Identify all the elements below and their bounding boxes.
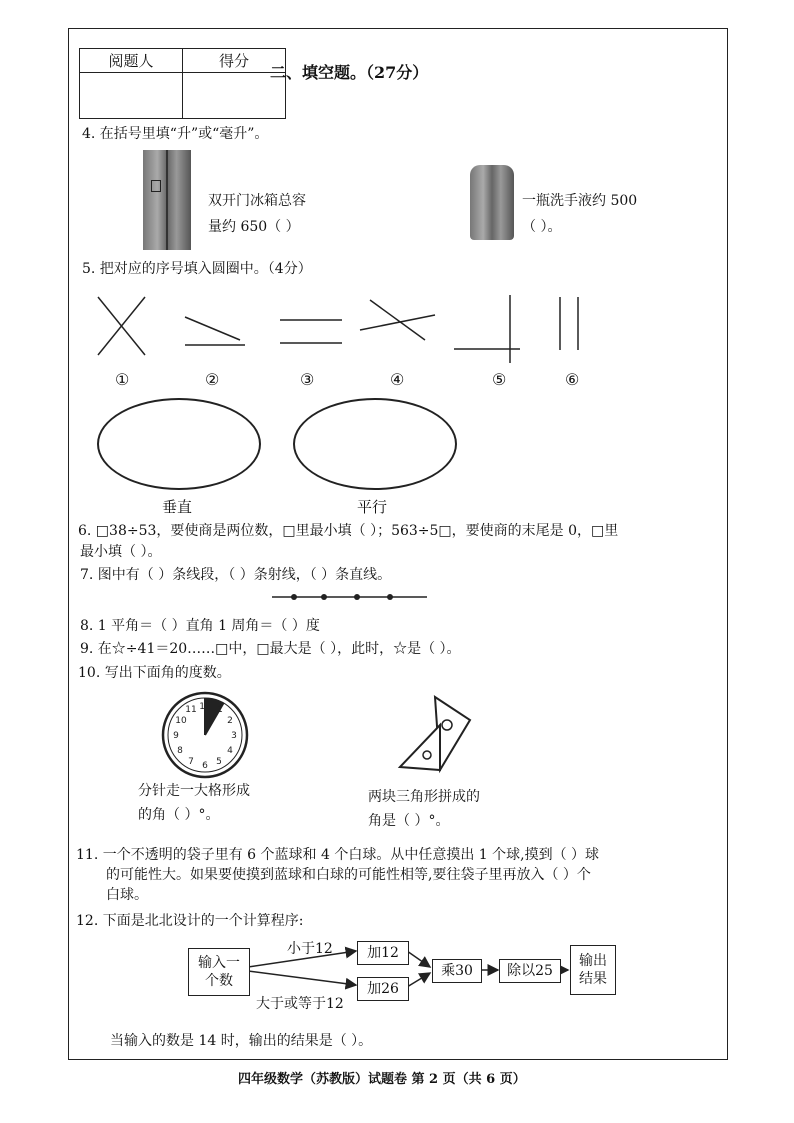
fridge-photo	[143, 150, 191, 250]
mul30-box: 乘30	[432, 959, 482, 983]
grader-label: 阅题人	[80, 49, 183, 73]
score-label: 得分	[183, 49, 286, 73]
parallel-oval[interactable]	[293, 398, 457, 490]
figure2-line-a	[185, 317, 240, 340]
soap-line1: 一瓶洗手液约 500	[522, 193, 638, 209]
input-box: 输入一个数	[188, 948, 250, 996]
clock-num-12: 12	[199, 702, 211, 712]
fridge-line2: 量约 650（ ）	[208, 219, 300, 235]
line-figures	[80, 285, 640, 365]
section-title: 二、填空题。（27分）	[270, 63, 429, 82]
clock-num-2: 2	[227, 716, 233, 726]
score-table	[79, 48, 286, 119]
figure-label-2: ②	[205, 370, 220, 389]
tri-line1: 两块三角形拼成的	[368, 789, 480, 805]
ge-label: 大于或等于12	[256, 996, 344, 1012]
clock-num-5: 5	[216, 757, 222, 767]
clock-line2: 的角（ ）°。	[138, 807, 220, 823]
q4-text: 4. 在括号里填“升”或“毫升”。	[82, 126, 269, 142]
fridge-line1: 双开门冰箱总容	[208, 193, 306, 209]
triangle-b	[400, 725, 440, 770]
clock-num-3: 3	[231, 731, 237, 741]
q11-line1: 11. 一个不透明的袋子里有 6 个蓝球和 4 个白球。从中任意摸出 1 个球,摸到（ ）球	[76, 847, 600, 863]
clock-num-1: 1	[217, 705, 223, 715]
triangles-figure	[395, 695, 475, 775]
figure-label-5: ⑤	[492, 370, 507, 389]
clock-num-7: 7	[188, 757, 194, 767]
clock-line1: 分针走一大格形成	[138, 783, 250, 799]
clock-num-4: 4	[227, 746, 233, 756]
q11-line2: 的可能性大。如果要使摸到蓝球和白球的可能性相等,要往袋子里再放入（ ）个	[106, 867, 591, 883]
clock-num-10: 10	[175, 716, 187, 726]
q8-text: 8. 1 平角＝（ ）直角 1 周角＝（ ）度	[80, 618, 320, 634]
q12-answer: 当输入的数是 14 时，输出的结果是（ ）。	[110, 1033, 373, 1049]
q10-text: 10. 写出下面角的度数。	[78, 665, 231, 681]
grader-cell[interactable]	[80, 73, 183, 119]
figure-label-1: ①	[115, 370, 130, 389]
figure-label-3: ③	[300, 370, 315, 389]
perpendicular-oval[interactable]	[97, 398, 261, 490]
q6-line1: 6. □38÷53，要使商是两位数，□里最小填（ ）；563÷5□，要使商的末尾是 0，□里	[78, 523, 619, 539]
clock-num-6: 6	[202, 761, 208, 771]
q7-text: 7. 图中有（ ）条线段，（ ）条射线，（ ）条直线。	[80, 567, 392, 583]
figure-label-6: ⑥	[565, 370, 580, 389]
add12-box: 加12	[357, 941, 409, 965]
figure4-line-a	[370, 300, 425, 340]
output-box: 输出结果	[570, 945, 616, 995]
less-than-label: 小于12	[287, 941, 333, 957]
clock-num-9: 9	[173, 731, 179, 741]
q7-line-figure	[272, 590, 432, 604]
clock-figure	[160, 690, 250, 780]
soap-photo	[470, 165, 514, 240]
page-footer: 四年级数学（苏教版）试题卷 第 2 页（共 6 页）	[238, 1072, 526, 1087]
q5-text: 5. 把对应的序号填入圆圈中。（4分）	[82, 261, 312, 277]
q12-text: 12. 下面是北北设计的一个计算程序:	[76, 913, 304, 929]
div25-box: 除以25	[499, 959, 561, 983]
clock-num-11: 11	[185, 705, 197, 715]
figure4-line-b	[360, 315, 435, 330]
parallel-label: 平行	[357, 498, 388, 516]
q9-text: 9. 在☆÷41＝20……□中，□最大是（ ），此时，☆是（ ）。	[80, 641, 461, 657]
tri-line2: 角是（ ）°。	[368, 813, 450, 829]
soap-line2: （ ）。	[522, 219, 562, 235]
figure-label-4: ④	[390, 370, 405, 389]
q6-line2: 最小填（ ）。	[80, 544, 162, 560]
perpendicular-label: 垂直	[162, 498, 193, 516]
q11-line3: 白球。	[106, 887, 148, 903]
add26-box: 加26	[357, 977, 409, 1001]
clock-num-8: 8	[177, 746, 183, 756]
